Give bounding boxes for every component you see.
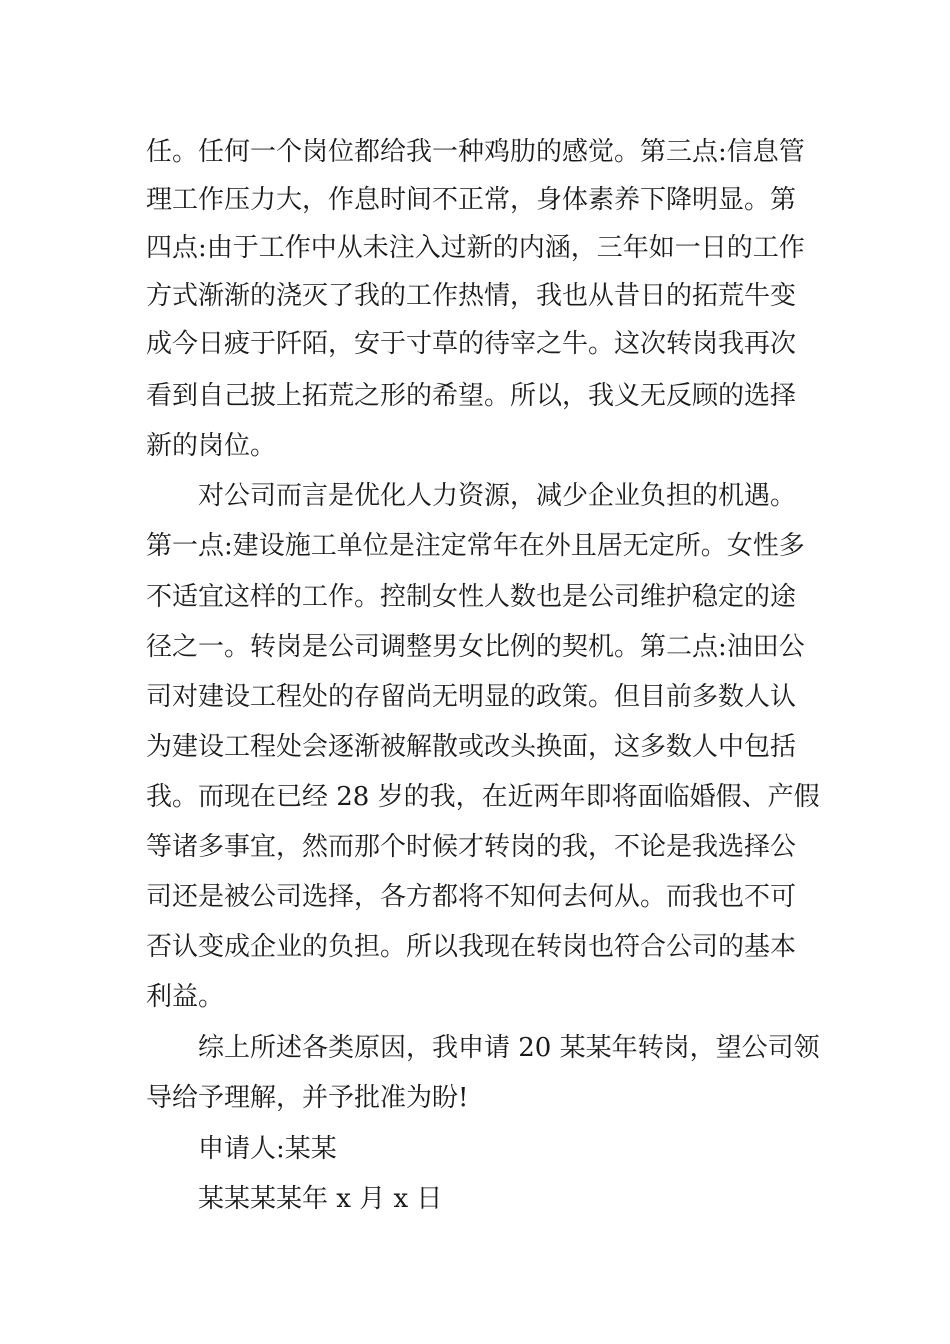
paragraph-2-line: 我。而现在已经 28 岁的我，在近两年即将面临婚假、产假: [146, 782, 820, 812]
paragraph-2-line: 否认变成企业的负担。所以我现在转岗也符合公司的基本: [146, 932, 797, 962]
paragraph-2-line: 不适宜这样的工作。控制女性人数也是公司维护稳定的途: [146, 582, 797, 612]
paragraph-2-line: 司对建设工程处的存留尚无明显的政策。但目前多数人认: [146, 682, 797, 712]
paragraph-1-line: 理工作压力大，作息时间不正常，身体素养下降明显。第: [146, 185, 797, 215]
paragraph-2-line: 第一点:建设施工单位是注定常年在外且居无定所。女性多: [146, 531, 805, 561]
paragraph-1-line: 新的岗位。: [146, 431, 277, 461]
paragraph-2-line: 司还是被公司选择，各方都将不知何去何从。而我也不可: [146, 882, 797, 912]
paragraph-3-line: 综上所述各类原因，我申请 20 某某年转岗，望公司领: [198, 1033, 820, 1063]
paragraph-1-line: 四点:由于工作中从未注入过新的内涵，三年如一日的工作: [146, 233, 805, 263]
paragraph-2-line: 等诸多事宜，然而那个时候才转岗的我，不论是我选择公: [146, 832, 797, 862]
paragraph-1-line: 成今日疲于阡陌，安于寸草的待宰之牛。这次转岗我再次: [146, 329, 797, 359]
paragraph-1-line: 任。任何一个岗位都给我一种鸡肋的感觉。第三点:信息管: [146, 137, 805, 167]
paragraph-2-line: 对公司而言是优化人力资源，减少企业负担的机遇。: [198, 481, 797, 511]
paragraph-2-line: 径之一。转岗是公司调整男女比例的契机。第二点:油田公: [146, 632, 805, 662]
paragraph-2-line: 为建设工程处会逐渐被解散或改头换面，这多数人中包括: [146, 732, 797, 762]
signature-date: 某某某某年 x 月 x 日: [198, 1184, 443, 1214]
paragraph-2-line: 利益。: [146, 982, 225, 1012]
paragraph-3-line: 导给予理解，并予批准为盼!: [146, 1083, 469, 1113]
paragraph-1-line: 方式渐渐的浇灭了我的工作热情，我也从昔日的拓荒牛变: [146, 281, 797, 311]
paragraph-1-line: 看到自己披上拓荒之形的希望。所以，我义无反顾的选择: [146, 381, 797, 411]
applicant-signature: 申请人:某某: [198, 1134, 337, 1164]
